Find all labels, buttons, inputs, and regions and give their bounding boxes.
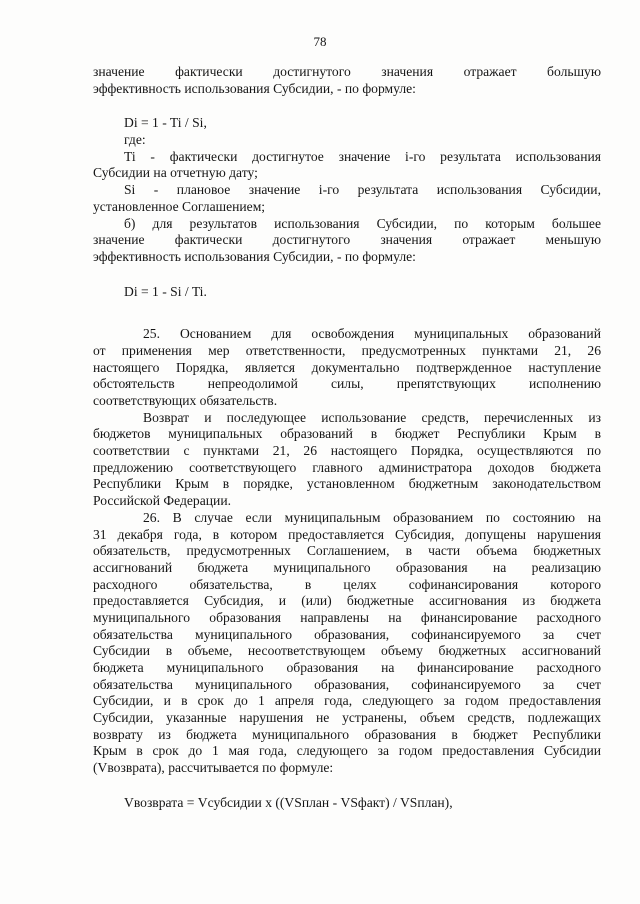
text-line: Субсидии в объеме, несоответствующем объему бюджетных ассигнований [93,643,601,659]
document-body [93,64,601,812]
text-line: возврату из бюджета муниципального образования в бюджет Республики [93,726,601,742]
text-line: Субсидии, и в срок до 1 апреля года, следующего за годом предоставления [93,693,601,709]
text-line: обстоятельств непреодолимой силы, препятствующих исполнению [93,376,601,392]
text-line: соответствующих обязательств. [93,393,278,408]
text-line: Субсидии на отчетную дату; [93,165,258,181]
text-line: от применения мер ответственности, предусмотренных пунктами 21, 26 [93,342,601,358]
text-line: Российской Федерации. [93,493,231,509]
text-line: обязательства муниципального образования, софинансируемого за счет [93,626,601,642]
text-line: Ti - фактически достигнутое значение i-го результата использования [124,148,601,164]
text-line: 26. В случае если муниципальным образованием по состоянию на [143,509,601,525]
text-line: обязательства муниципального образования, софинансируемого за счет [93,676,601,692]
text-line: б) для результатов использования Субсидии, по которым большее [124,215,601,231]
text-line: бюджетов муниципальных образований в бюджет Республики Крым в [93,426,601,442]
text-line: где: [124,132,146,148]
text-line: эффективность использования Субсидии, - по формуле: [93,80,416,96]
text-line: значение фактически достигнутого значения отражает большую [93,64,601,79]
text-line: муниципального образования направлены на финансирование расходного [93,609,601,625]
formula-di-1: Di = 1 - Ti / Si, [124,115,207,131]
text-line: настоящего Порядка, является документально подтвержденное наступление [93,359,601,375]
text-line: 25. Основанием для освобождения муниципальных образований [143,326,601,342]
text-line: предоставляется Субсидия, и (или) бюджетные ассигнования из бюджета [93,593,601,609]
text-line: расходного обязательства, в целях софинансирования которого [93,576,601,592]
text-line: соответствии с пунктами 21, 26 настоящего Порядка, осуществляются по [93,443,601,459]
formula-di-2: Di = 1 - Si / Ti. [124,283,207,299]
text-line: предложению соответствующего главного администратора доходов бюджета [93,459,601,475]
text-line: обязательств, предусмотренных Соглашением, в части объема бюджетных [93,543,601,559]
text-line: Возврат и последующее использование средств, перечисленных из [143,409,601,425]
text-line: бюджета муниципального образования на финансирование расходного [93,660,601,675]
page-number: 78 [313,34,327,49]
text-line: (Vвозврата), рассчитывается по формуле: [93,760,334,776]
text-line: установленное Соглашением; [93,198,266,214]
text-line: Республики Крым в порядке, установленном бюджетным законодательством [93,476,601,492]
formula-v-vozvrata: Vвозврата = Vсубсидии x ((VSплан - VSфакт) / VSплан), [124,794,453,810]
text-line: Si - плановое значение i-го результата использования Субсидии, [124,182,601,198]
text-line: Субсидии, указанные нарушения не устранены, объем средств, подлежащих [93,710,601,726]
text-line: Крым в срок до 1 мая года, следующего за годом предоставления Субсидии [93,743,601,759]
text-line: ассигнований бюджета муниципального образования на реализацию [93,559,601,575]
text-line: эффективность использования Субсидии, - по формуле: [93,248,416,264]
text-line: значение фактически достигнутого значения отражает меньшую [93,232,601,248]
text-line: 31 декабря года, в котором предоставляется Субсидия, допущены нарушения [93,526,601,542]
